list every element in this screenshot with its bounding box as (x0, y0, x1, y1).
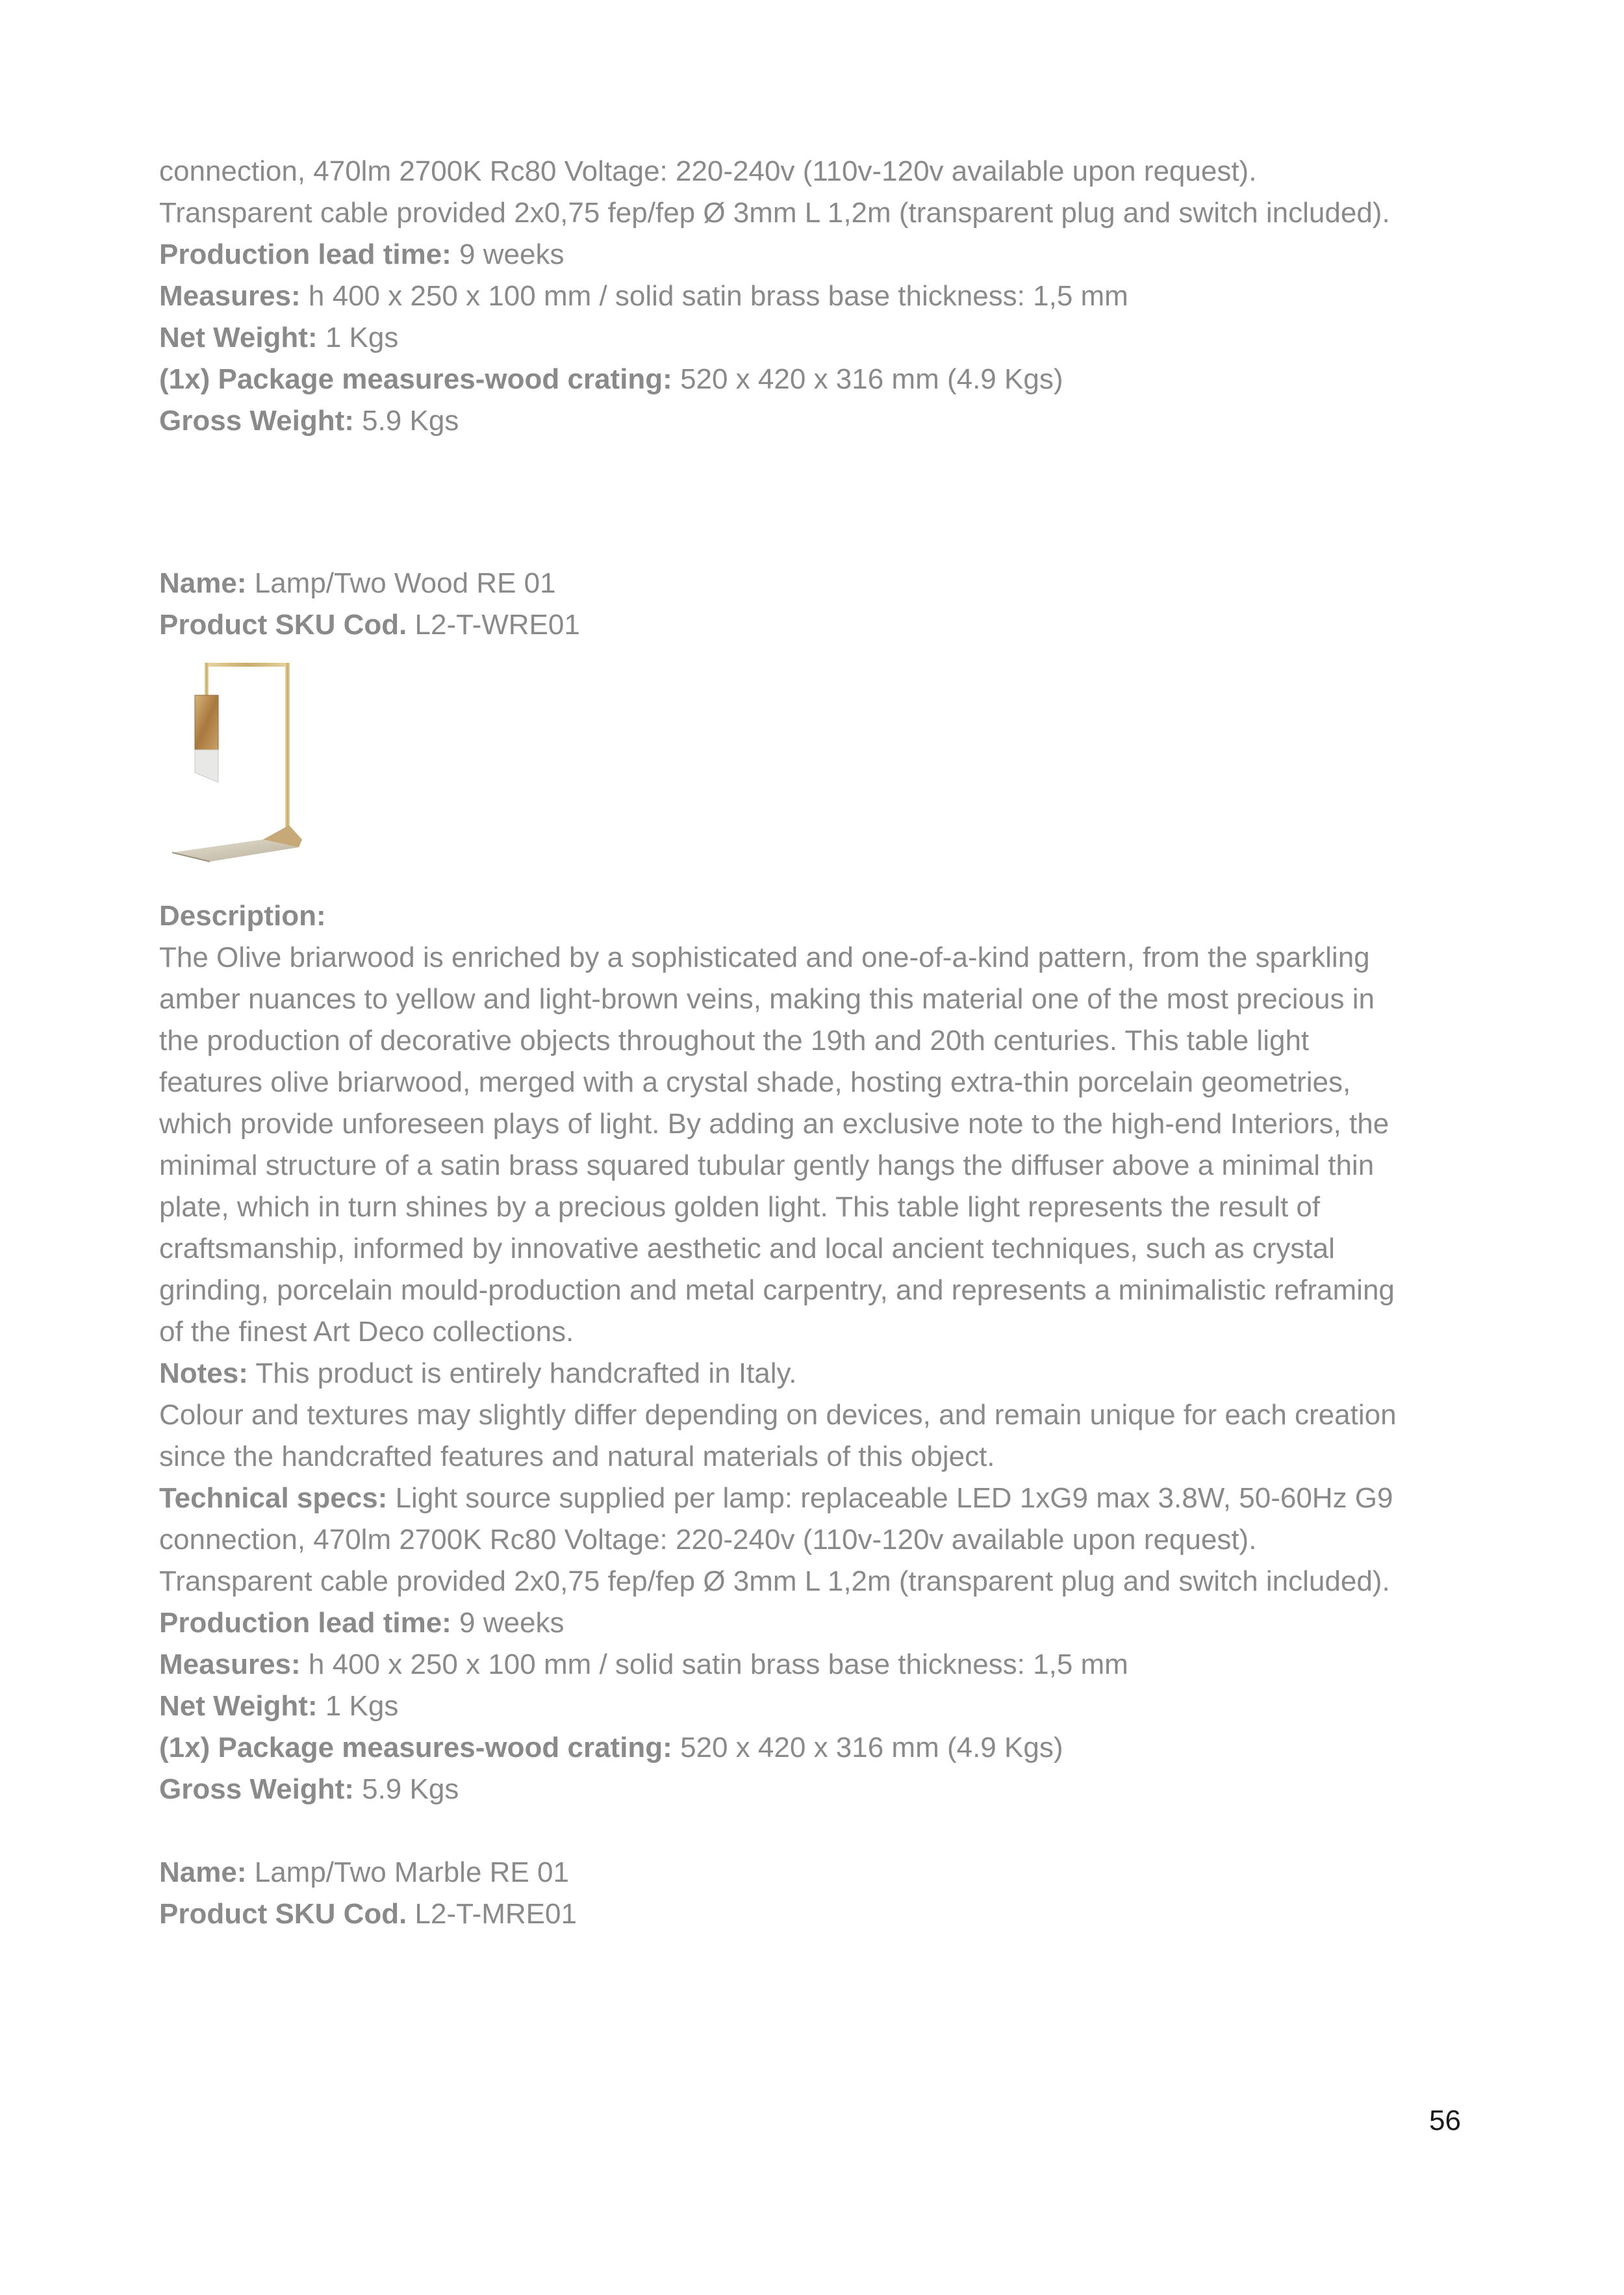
tech-specs-line: connection, 470lm 2700K Rc80 Voltage: 220-240v (110v-120v available upon request). (159, 1524, 1257, 1556)
description-line: craftsmanship, informed by innovative aesthetic and local ancient techniques, such as crystal (159, 1233, 1335, 1264)
tech-specs-row (159, 1478, 1484, 1519)
description-line: amber nuances to yellow and light-brown veins, making this material one of the most precious in (159, 983, 1375, 1015)
measures-value: h 400 x 250 x 100 mm / solid satin brass base thickness: 1,5 mm (300, 280, 1128, 312)
description-line: which provide unforeseen plays of light. By adding an exclusive note to the high-end Interiors, the (159, 1108, 1389, 1140)
description-line: grinding, porcelain mould-production and metal carpentry, and represents a minimalistic reframing (159, 1274, 1395, 1306)
measures-row (159, 1644, 1484, 1686)
lead-time-row (159, 234, 1484, 276)
gross-weight-value: 5.9 Kgs (353, 405, 459, 437)
description-line: plate, which in turn shines by a precious golden light. This table light represents the result of (159, 1191, 1321, 1223)
description-line: features olive briarwood, merged with a crystal shade, hosting extra-thin porcelain geometries, (159, 1066, 1351, 1098)
product-name-row (159, 563, 1484, 604)
product-sku-label: Product SKU Cod. (159, 609, 407, 641)
lead-time-label: Production lead time: (159, 1607, 451, 1639)
lead-time-value: 9 weeks (451, 1607, 565, 1639)
description-label: Description: (159, 900, 326, 932)
document-page (159, 151, 1484, 1935)
net-weight-row (159, 317, 1484, 359)
gross-weight-row (159, 400, 1484, 442)
colour-note-line: since the handcrafted features and natural materials of this object. (159, 1441, 995, 1472)
lamp-illustration (159, 659, 335, 873)
product-sku-row (159, 1893, 1484, 1935)
tech-specs-line: connection, 470lm 2700K Rc80 Voltage: 220-240v (110v-120v available upon request). (159, 155, 1257, 187)
package-label: (1x) Package measures-wood crating: (159, 363, 672, 395)
measures-row (159, 276, 1484, 317)
tech-specs-line: Transparent cable provided 2x0,75 fep/fep Ø 3mm L 1,2m (transparent plug and switch included). (159, 197, 1390, 229)
notes-value: This product is entirely handcrafted in Italy. (247, 1357, 797, 1389)
lamp-product-image (159, 659, 335, 873)
tech-specs-value: Light source supplied per lamp: replaceable LED 1xG9 max 3.8W, 50-60Hz G9 (387, 1482, 1393, 1514)
colour-note-line: Colour and textures may slightly differ depending on devices, and remain unique for each creation (159, 1399, 1397, 1431)
gross-weight-label: Gross Weight: (159, 405, 354, 437)
lead-time-value: 9 weeks (451, 238, 565, 270)
product-name-row (159, 1852, 1484, 1893)
measures-label: Measures: (159, 280, 301, 312)
description-text (159, 937, 1484, 1353)
package-label: (1x) Package measures-wood crating: (159, 1732, 672, 1763)
lead-time-row (159, 1602, 1484, 1644)
description-line: of the finest Art Deco collections. (159, 1316, 574, 1348)
product-sku-value: L2-T-MRE01 (407, 1898, 577, 1930)
notes-row (159, 1353, 1484, 1394)
description-line: the production of decorative objects throughout the 19th and 20th centuries. This table light (159, 1025, 1310, 1057)
product-sku-value: L2-T-WRE01 (407, 609, 580, 641)
product-sku-label: Product SKU Cod. (159, 1898, 407, 1930)
product-name-value: Lamp/Two Marble RE 01 (246, 1856, 569, 1888)
product-name-label: Name: (159, 1856, 247, 1888)
tech-specs-label: Technical specs: (159, 1482, 388, 1514)
description-line: The Olive briarwood is enriched by a sophisticated and one-of-a-kind pattern, from the sparkling (159, 942, 1370, 973)
product-name-value: Lamp/Two Wood RE 01 (246, 567, 556, 599)
tech-specs-line: Transparent cable provided 2x0,75 fep/fep Ø 3mm L 1,2m (transparent plug and switch included). (159, 1565, 1390, 1597)
lead-time-label: Production lead time: (159, 238, 451, 270)
product-name-label: Name: (159, 567, 247, 599)
measures-label: Measures: (159, 1648, 301, 1680)
net-weight-value: 1 Kgs (317, 322, 399, 353)
package-value: 520 x 420 x 316 mm (4.9 Kgs) (672, 363, 1063, 395)
package-value: 520 x 420 x 316 mm (4.9 Kgs) (672, 1732, 1063, 1763)
product-sku-row (159, 604, 1484, 646)
page-number: 56 (1429, 2105, 1461, 2136)
gross-weight-value: 5.9 Kgs (353, 1773, 459, 1805)
net-weight-label: Net Weight: (159, 1690, 318, 1722)
package-row (159, 1727, 1484, 1769)
gross-weight-label: Gross Weight: (159, 1773, 354, 1805)
description-line: minimal structure of a satin brass squared tubular gently hangs the diffuser above a minimal thin (159, 1149, 1375, 1181)
net-weight-value: 1 Kgs (317, 1690, 399, 1722)
measures-value: h 400 x 250 x 100 mm / solid satin brass base thickness: 1,5 mm (300, 1648, 1128, 1680)
net-weight-row (159, 1686, 1484, 1727)
gross-weight-row (159, 1769, 1484, 1810)
net-weight-label: Net Weight: (159, 322, 318, 353)
package-row (159, 359, 1484, 400)
notes-label: Notes: (159, 1357, 248, 1389)
